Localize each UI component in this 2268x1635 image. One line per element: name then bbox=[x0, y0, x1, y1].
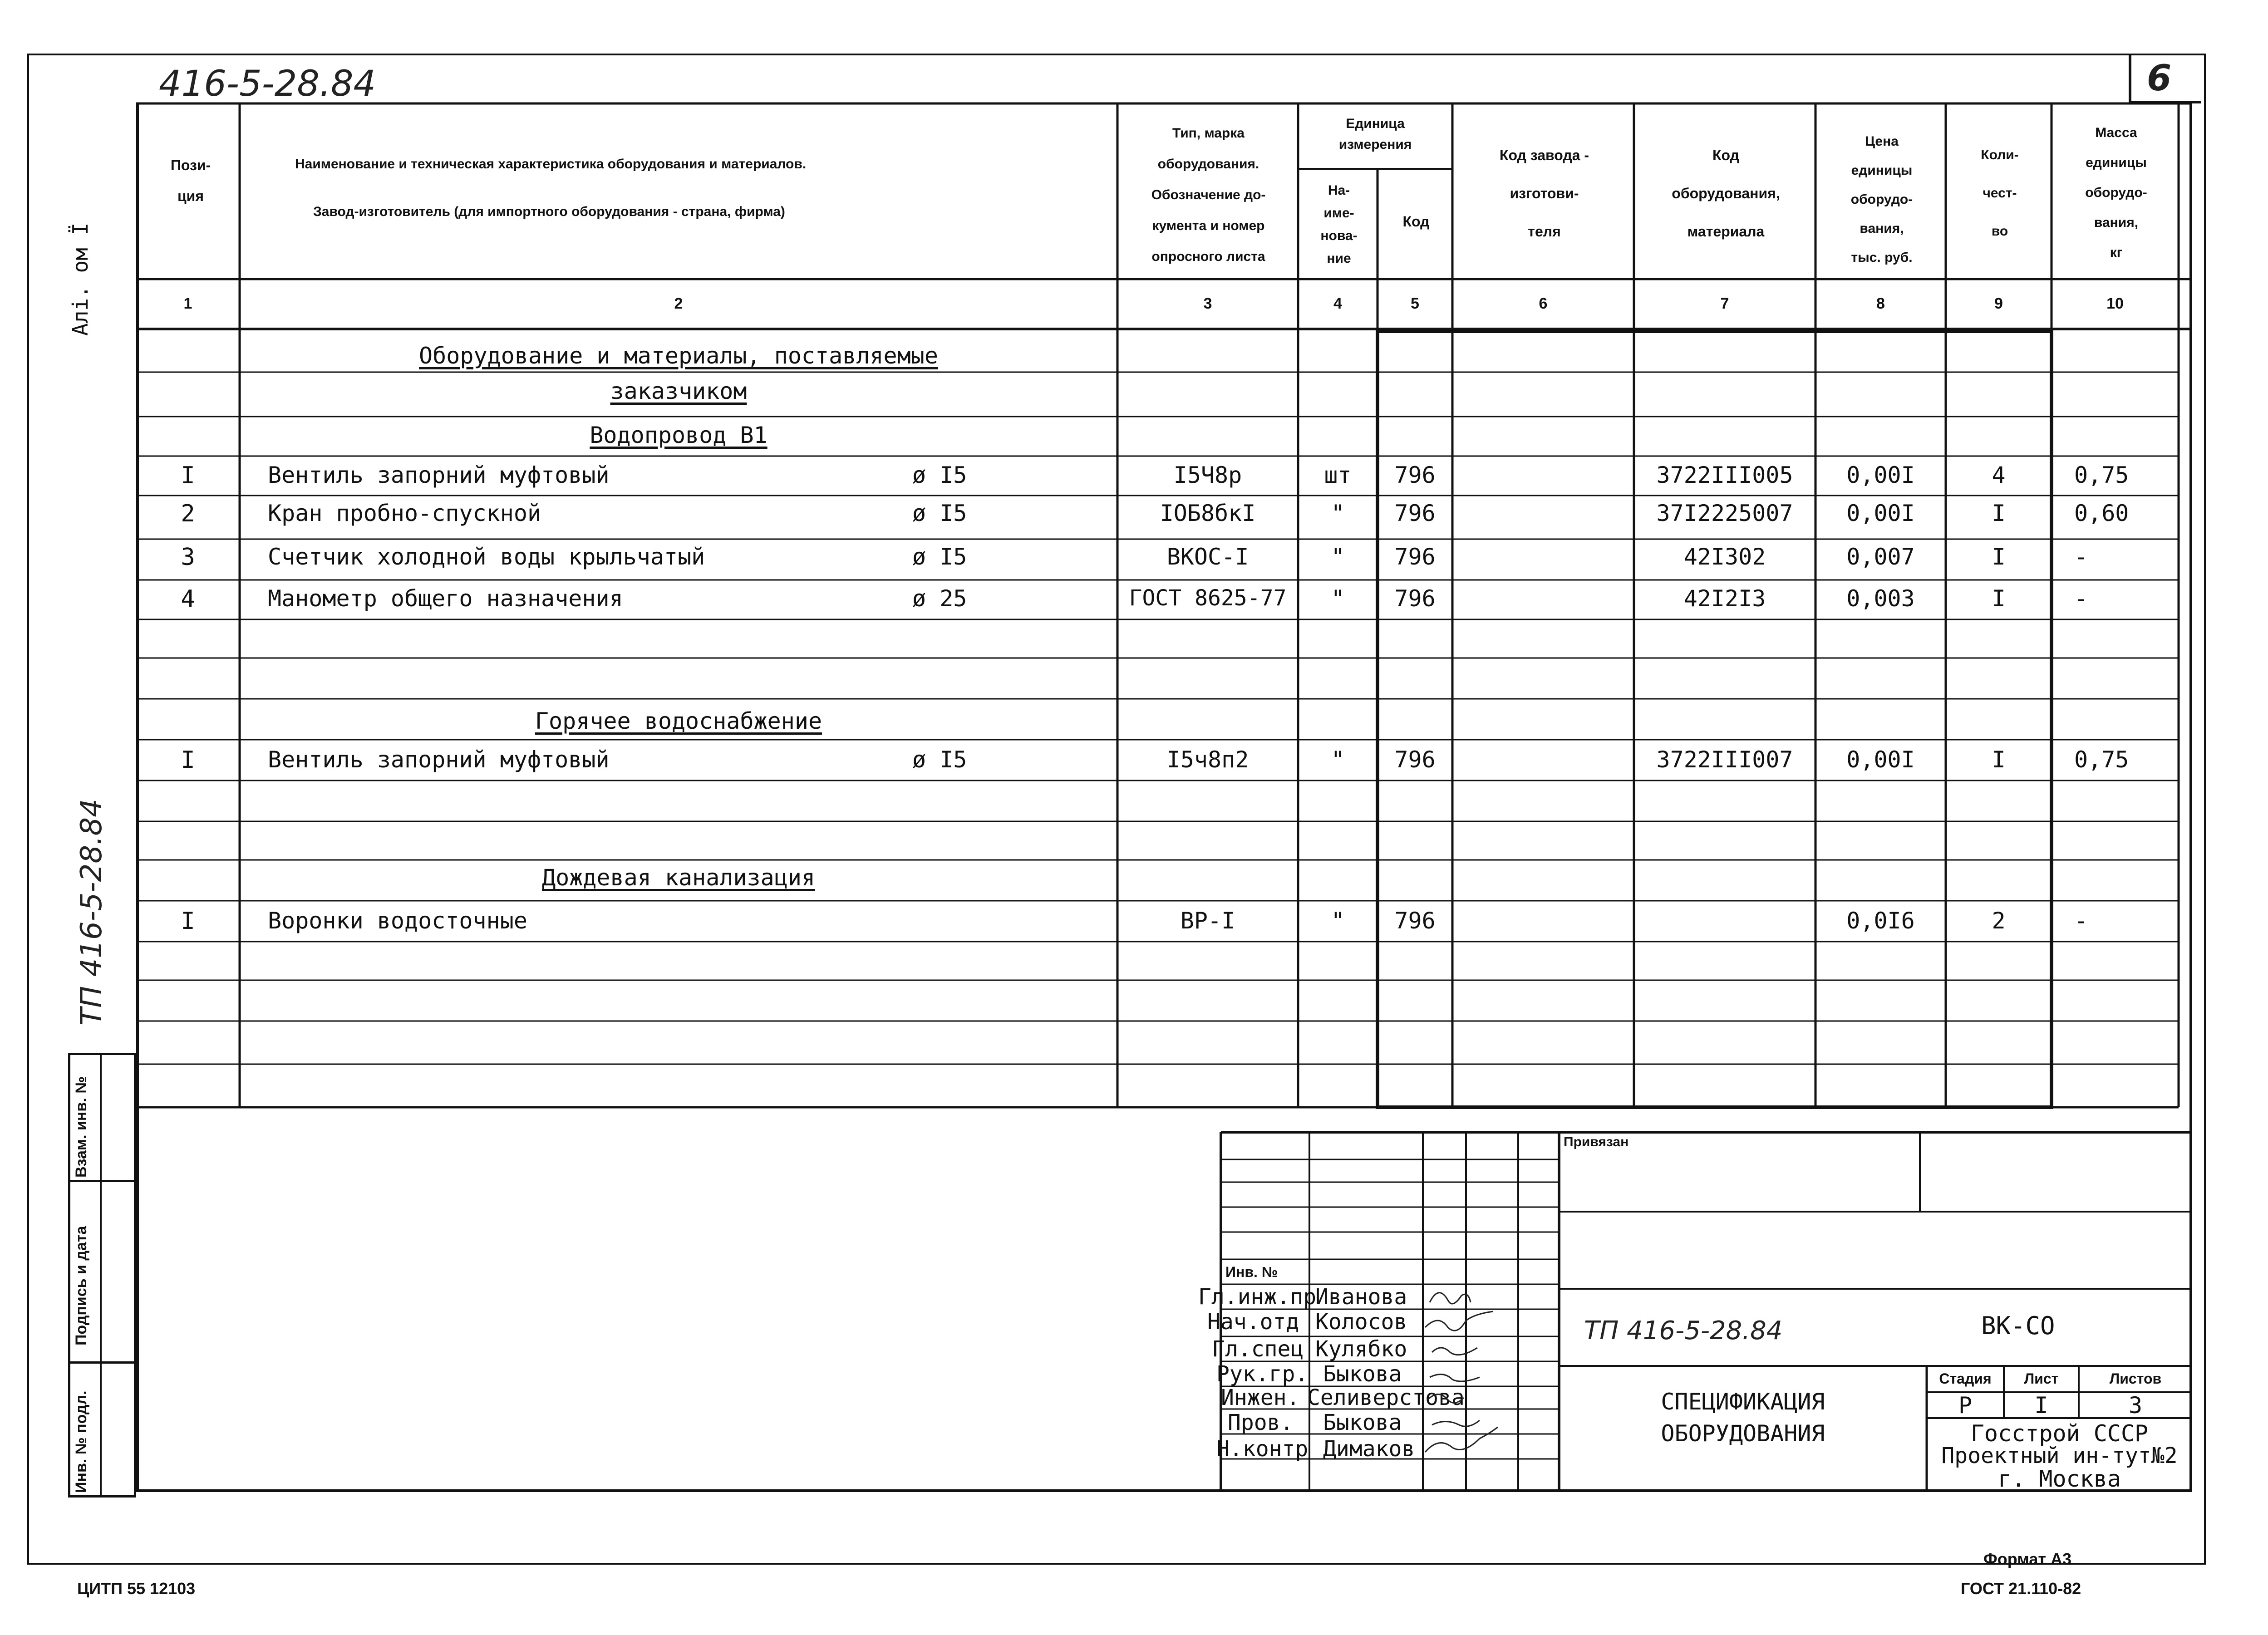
row-unit: " bbox=[1331, 585, 1345, 612]
row-unit: шт bbox=[1324, 462, 1352, 488]
row-pos: I bbox=[181, 462, 195, 489]
sheet-label: Лист bbox=[2024, 1370, 2059, 1387]
hdr-position: Пози- ция bbox=[170, 157, 211, 204]
row-diameter: ø I5 bbox=[912, 500, 967, 526]
section-title: Горячее водоснабжение bbox=[535, 708, 822, 734]
hdr-price: Цена единицы оборудо- вания, тыс. руб. bbox=[1850, 134, 1913, 265]
name-chief-engineer: Иванова bbox=[1315, 1284, 1407, 1310]
section-title: Водопровод В1 bbox=[590, 422, 767, 448]
row-type: ГОСТ 8625-77 bbox=[1129, 585, 1287, 611]
hdr-name-line1: Наименование и техническая характеристика оборудования и материалов. bbox=[295, 157, 807, 172]
row-pos: 2 bbox=[181, 500, 195, 527]
footer-printer: ЦИТП 55 12103 bbox=[77, 1579, 196, 1598]
row-diameter: ø I5 bbox=[912, 462, 967, 488]
col-num-8: 8 bbox=[1876, 295, 1885, 312]
col-num-2: 2 bbox=[674, 295, 683, 312]
doc-code: 416-5-28.84 bbox=[159, 64, 376, 104]
row-pos: 4 bbox=[181, 585, 195, 613]
org-line1: Госстрой СССР bbox=[1970, 1420, 2149, 1447]
row-price: 0,0I6 bbox=[1846, 908, 1915, 934]
role-norm-control: Н.контр bbox=[1216, 1436, 1309, 1462]
hdr-unit-code: Код bbox=[1402, 213, 1430, 230]
row-mass: - bbox=[2074, 908, 2088, 934]
sheets-label: Листов bbox=[2109, 1370, 2162, 1387]
row-unit-code: 796 bbox=[1394, 544, 1436, 570]
row-name: Вентиль запорний муфтовый bbox=[268, 746, 610, 773]
row-unit-code: 796 bbox=[1394, 462, 1436, 488]
row-unit: " bbox=[1331, 746, 1345, 773]
sheet-number: 6 bbox=[2147, 58, 2172, 99]
row-name: Кран пробно-спускной bbox=[268, 500, 541, 526]
row-name: Вентиль запорний муфтовый bbox=[268, 462, 610, 488]
row-type: ВКОС-I bbox=[1166, 544, 1249, 570]
signatures-drawing bbox=[1421, 1284, 1525, 1466]
row-qty: I bbox=[1992, 544, 2006, 570]
name-checker: Быкова bbox=[1323, 1410, 1402, 1435]
role-engineer: Инжен. bbox=[1221, 1385, 1300, 1410]
row-price: 0,00I bbox=[1846, 746, 1915, 773]
inv-number-label: Инв. № bbox=[1225, 1264, 1278, 1280]
footer-gost: ГОСТ 21.110-82 bbox=[1961, 1579, 2081, 1598]
name-chief-specialist: Кулябко bbox=[1315, 1336, 1407, 1362]
row-unit-code: 796 bbox=[1394, 746, 1436, 773]
row-unit-code: 796 bbox=[1394, 500, 1436, 526]
row-qty: I bbox=[1992, 746, 2006, 773]
hdr-mass: Масса единицы оборудо- вания, кг bbox=[2085, 125, 2147, 260]
row-equip-code: 3722III005 bbox=[1656, 462, 1793, 488]
hdr-unit-group: Единица измерения bbox=[1338, 116, 1412, 152]
footer-format: Формат А3 bbox=[1983, 1550, 2072, 1568]
row-qty: 2 bbox=[1992, 908, 2006, 934]
name-dept-head: Колосов bbox=[1315, 1309, 1407, 1335]
row-diameter: ø I5 bbox=[912, 746, 967, 773]
name-norm-control: Димаков bbox=[1323, 1436, 1415, 1462]
col-num-3: 3 bbox=[1203, 295, 1212, 312]
side-label-top: Алі. ом Ї bbox=[68, 222, 93, 336]
col-num-6: 6 bbox=[1539, 295, 1548, 312]
attached-label: Привязан bbox=[1564, 1134, 1629, 1149]
section-title: Оборудование и материалы, поставляемые bbox=[419, 343, 938, 369]
name-engineer: Селиверстова bbox=[1307, 1385, 1465, 1410]
row-equip-code: 37I2225007 bbox=[1656, 500, 1793, 526]
project-code: ТП 416-5-28.84 bbox=[1584, 1316, 1783, 1345]
role-chief-specialist: Гл.спец bbox=[1212, 1336, 1304, 1362]
sheets-value: 3 bbox=[2128, 1392, 2143, 1419]
stage-value: Р bbox=[1958, 1392, 1973, 1419]
row-equip-code: 42I2I3 bbox=[1683, 585, 1766, 612]
row-pos: I bbox=[181, 746, 195, 774]
name-group-head: Быкова bbox=[1323, 1361, 1402, 1387]
section-title: Дождевая канализация bbox=[541, 864, 816, 891]
hdr-name-line2: Завод-изготовитель (для импортного оборудования - страна, фирма) bbox=[313, 204, 785, 219]
row-mass: 0,75 bbox=[2074, 462, 2129, 488]
hdr-qty: Коли- чест- во bbox=[1981, 147, 2019, 239]
org-line2: Проектный ин-тут№2 bbox=[1941, 1443, 2178, 1468]
stamp-orig-inv: Инв. № подл. bbox=[73, 1390, 90, 1493]
row-price: 0,00I bbox=[1846, 462, 1915, 488]
hdr-equip-code: Код оборудования, материала bbox=[1672, 147, 1780, 240]
row-price: 0,007 bbox=[1846, 544, 1915, 570]
row-name: Манометр общего назначения bbox=[268, 585, 623, 612]
row-unit: " bbox=[1331, 908, 1345, 934]
col-num-4: 4 bbox=[1333, 295, 1342, 312]
col-num-9: 9 bbox=[1994, 295, 2003, 312]
row-qty: I bbox=[1992, 500, 2006, 526]
side-label-mid: ТП 416-5-28.84 bbox=[75, 799, 108, 1026]
row-name: Воронки водосточные bbox=[268, 908, 527, 934]
row-unit: " bbox=[1331, 500, 1345, 526]
row-qty: 4 bbox=[1992, 462, 2006, 488]
row-price: 0,003 bbox=[1846, 585, 1915, 612]
row-diameter: ø 25 bbox=[912, 585, 967, 612]
row-pos: I bbox=[181, 908, 195, 935]
stage-label: Стадия bbox=[1939, 1370, 1992, 1387]
row-mass: 0,60 bbox=[2074, 500, 2129, 526]
sheet-value: I bbox=[2034, 1392, 2048, 1419]
col-num-5: 5 bbox=[1411, 295, 1419, 312]
row-equip-code: 42I302 bbox=[1683, 544, 1766, 570]
role-chief-engineer: Гл.инж.пр bbox=[1198, 1284, 1317, 1310]
row-qty: I bbox=[1992, 585, 2006, 612]
doc-title-line1: СПЕЦИФИКАЦИЯ bbox=[1661, 1389, 1825, 1415]
row-diameter: ø I5 bbox=[912, 544, 967, 570]
row-mass: 0,75 bbox=[2074, 746, 2129, 773]
role-checker: Пров. bbox=[1228, 1410, 1294, 1435]
col-num-1: 1 bbox=[183, 295, 192, 312]
hdr-type: Тип, марка оборудования. Обозначение до- кумента и номер опросного листа bbox=[1151, 126, 1266, 264]
col-num-10: 10 bbox=[2106, 295, 2124, 312]
row-unit-code: 796 bbox=[1394, 908, 1436, 934]
hdr-factory-code: Код завода - изготови- теля bbox=[1499, 147, 1589, 240]
drawing-mark: ВК-СО bbox=[1981, 1311, 2055, 1340]
col-num-7: 7 bbox=[1720, 295, 1729, 312]
row-price: 0,00I bbox=[1846, 500, 1915, 526]
row-type: ВР-I bbox=[1180, 908, 1235, 934]
row-pos: 3 bbox=[181, 544, 195, 571]
stamp-replace-inv: Взам. инв. № bbox=[73, 1076, 90, 1178]
section-title: заказчиком bbox=[610, 378, 747, 404]
doc-title-line2: ОБОРУДОВАНИЯ bbox=[1661, 1420, 1825, 1447]
stamp-sign-date: Подпись и дата bbox=[73, 1226, 90, 1345]
row-type: I5ч8п2 bbox=[1166, 746, 1249, 773]
row-type: IОБ8бкI bbox=[1160, 500, 1256, 526]
hdr-unit-name: На- име- нова- ние bbox=[1320, 183, 1358, 266]
row-type: I5Ч8р bbox=[1173, 462, 1242, 488]
row-unit: " bbox=[1331, 544, 1345, 570]
role-group-head: Рук.гр. bbox=[1216, 1361, 1309, 1387]
row-mass: - bbox=[2074, 544, 2088, 570]
org-line3: г. Москва bbox=[1998, 1466, 2121, 1492]
row-mass: - bbox=[2074, 585, 2088, 612]
row-name: Счетчик холодной воды крыльчатый bbox=[268, 544, 705, 570]
role-dept-head: Нач.отд bbox=[1207, 1309, 1299, 1335]
row-equip-code: 3722III007 bbox=[1656, 746, 1793, 773]
row-unit-code: 796 bbox=[1394, 585, 1436, 612]
